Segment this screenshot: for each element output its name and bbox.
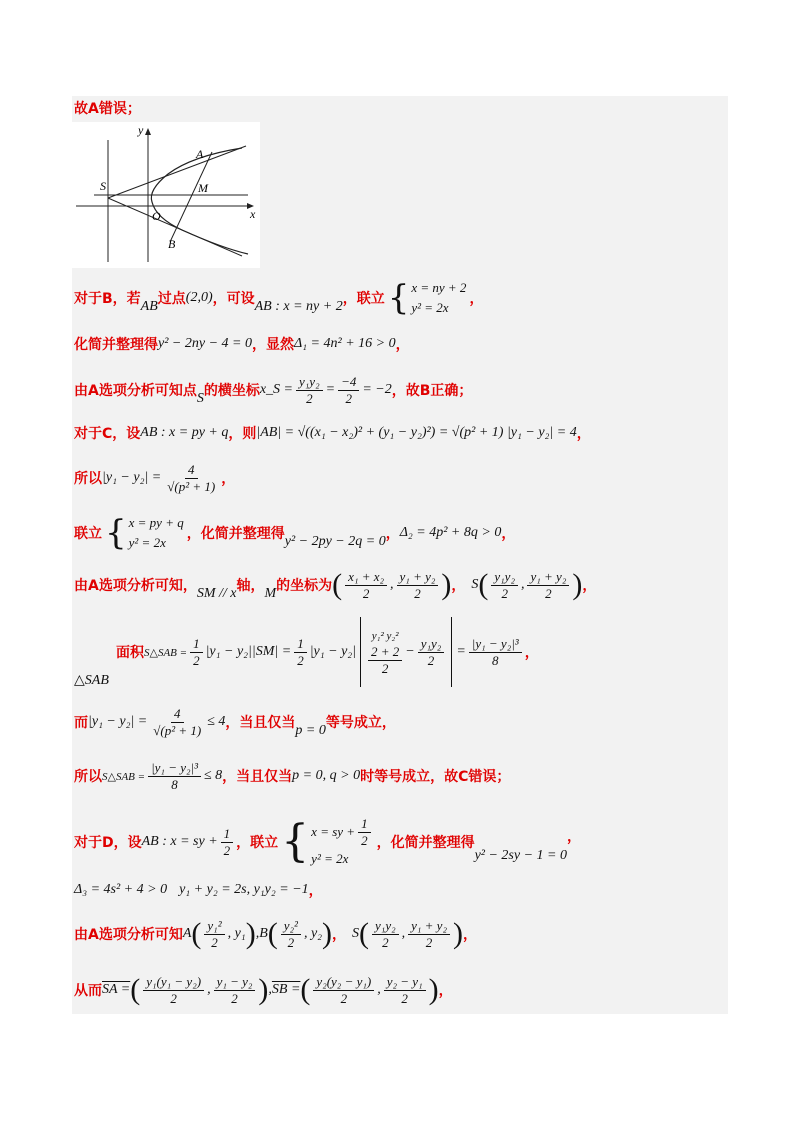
line-option-c xyxy=(74,418,591,448)
text-comma: ， xyxy=(567,829,581,845)
math-ab: AB xyxy=(140,299,158,314)
frac-den: 2 xyxy=(545,585,552,601)
frac-num: y₂² xyxy=(281,918,301,935)
math-point-20: (2,0) xyxy=(185,290,213,305)
math-minus: − xyxy=(405,644,415,659)
line-combine-2 xyxy=(74,512,515,554)
math-eq: = xyxy=(456,644,466,659)
line-simplify-1 xyxy=(74,334,410,354)
frac-den: 8 xyxy=(171,776,178,792)
frac-den: 2 xyxy=(170,990,177,1006)
frac-den: 2 xyxy=(362,585,370,601)
text-comma: ， xyxy=(332,927,347,943)
math-chord-length: |AB| = √((x₁ − x₂)² + (y₁ − y₂)²) = √(p² + 1) |y₁ − y₂| = 4 xyxy=(256,425,577,440)
text-combine: ，联立 xyxy=(342,291,385,307)
math-s: S xyxy=(196,391,204,406)
math-xs: x_S = xyxy=(259,382,294,397)
frac-num: y₁ + y₂ xyxy=(408,918,450,935)
math-point-b: B xyxy=(259,926,268,941)
frac-num: y₁ − y₂ xyxy=(214,974,256,991)
frac-num: y₂(y₂ − y₁) xyxy=(313,974,374,991)
frac-num: 1 xyxy=(358,816,371,833)
text-from-a: 由A选项分析可知点 xyxy=(74,383,197,399)
frac-num: y₁(y₁ − y₂) xyxy=(143,974,204,991)
math-delta-2: Δ₂ = 4p² + 8q > 0 xyxy=(399,525,502,540)
math-vector-sa: SA = xyxy=(102,982,131,997)
text-comma: ， xyxy=(451,578,466,594)
line-bound xyxy=(74,700,396,744)
text-abscissa: 的横坐标 xyxy=(203,383,260,399)
math-p0-q0: p = 0, q > 0 xyxy=(292,768,361,783)
math-ab-line-2: AB : x = py + q xyxy=(140,425,229,440)
text-option-c: 对于C，设 xyxy=(74,426,141,442)
sys3-row2: y² = 2x xyxy=(311,850,349,866)
sys3-row1: x = sy + xyxy=(311,824,356,839)
frac-den: 2 xyxy=(401,990,408,1006)
line-option-b xyxy=(74,278,483,318)
label-a: A xyxy=(196,147,204,161)
line-vieta xyxy=(74,880,323,900)
text-obviously: ，显然 xyxy=(251,337,294,353)
text-comma: ， xyxy=(576,426,591,442)
frac-den: 2 xyxy=(211,934,218,950)
math-sm-parallel: SM // x xyxy=(196,586,237,601)
math-s-point: S xyxy=(471,577,479,592)
math-delta-1: Δ₁ = 4n² + 16 > 0 xyxy=(293,336,396,351)
text-combine: 联立 xyxy=(74,526,102,542)
system-1: { x = ny + 2 y² = 2x xyxy=(387,278,467,318)
text-simplify: 化简并整理得 xyxy=(74,337,158,353)
text-let: ，可设 xyxy=(212,291,255,307)
frac-den: 2 xyxy=(306,390,313,406)
math-quadratic-3: y² − 2sy − 1 = 0 xyxy=(474,848,567,863)
math-vieta: y₁ + y₂ = 2s, y₁y₂ = −1 xyxy=(179,882,309,897)
frac-num: y₁y₂ xyxy=(418,636,445,653)
frac-num: 4 xyxy=(185,462,198,479)
math-p0: p = 0 xyxy=(295,723,326,738)
math-abs-y: |y₁ − y₂| = xyxy=(102,470,162,485)
text-b-correct: ，故B正确； xyxy=(391,383,473,399)
frac-den: 2 xyxy=(414,585,421,601)
math-leq-8: ≤ 8 xyxy=(203,768,223,783)
frac-num: 4 xyxy=(171,706,184,723)
math-area-part2: |y₁ − y₂| xyxy=(309,644,357,659)
sys2-row2: y² = 2x xyxy=(128,535,166,550)
math-s-point: S xyxy=(352,926,360,941)
frac-den: 2 xyxy=(425,934,433,950)
math-area-part1: |y₁ − y₂||SM| = xyxy=(205,644,292,659)
text-comma: ， xyxy=(501,526,516,542)
text-then: ，则 xyxy=(228,426,257,442)
frac-num: y₂ − y₁ xyxy=(384,974,426,991)
parabola-figure xyxy=(72,122,260,268)
sys1-row1: x = ny + 2 xyxy=(411,280,467,295)
frac-num: x₁ + x₂ xyxy=(345,569,387,586)
text-area: 面积 xyxy=(116,645,144,661)
label-o: O xyxy=(152,209,161,223)
line-xs xyxy=(74,370,472,410)
math-y2: , y₂ xyxy=(303,926,323,941)
frac-den: 2 xyxy=(345,390,352,406)
math-eq-minus2: = −2 xyxy=(362,382,392,397)
label-b: B xyxy=(168,237,176,251)
frac-den: 2 xyxy=(501,585,508,601)
text-iff: ，当且仅当 xyxy=(222,769,293,785)
math-abs-y: |y₁ − y₂| = xyxy=(88,714,148,729)
frac-num: y₁y₂ xyxy=(372,918,399,935)
line-triangle xyxy=(74,672,109,688)
line-conclusion-a xyxy=(74,98,141,118)
frac-num: y₁ + y₂ xyxy=(397,569,439,586)
text-iff: ，当且仅当 xyxy=(225,715,296,731)
frac-num: y₁² xyxy=(204,918,224,935)
sys1-row2: y² = 2x xyxy=(411,300,449,315)
label-x: x xyxy=(250,207,256,221)
text-coords: 的坐标为 xyxy=(276,578,333,594)
text-combine: ，联立 xyxy=(236,835,279,851)
frac-den: 8 xyxy=(492,652,499,668)
frac-den: 2 xyxy=(297,652,304,668)
frac-den: 2 xyxy=(361,832,368,848)
frac-den: 2 xyxy=(340,990,348,1006)
text-passes-point: 过点 xyxy=(157,291,186,307)
line-area-bound xyxy=(74,756,510,796)
inner-mid: 2 + 2 xyxy=(371,643,400,659)
frac-den: 2 xyxy=(427,652,435,668)
label-m: M xyxy=(198,181,208,195)
frac-den: √(p² + 1) xyxy=(167,478,216,494)
frac-num: 1 xyxy=(294,636,307,653)
frac-num: y₁y₂ xyxy=(491,569,518,586)
math-quadratic-1: y² − 2ny − 4 = 0 xyxy=(158,336,252,351)
frac-num: y₁y₂ xyxy=(296,374,323,391)
text-option-b: 对于B，若 xyxy=(74,291,141,307)
math-y1: , y₁ xyxy=(227,926,246,941)
frac-num: 1 xyxy=(190,636,203,653)
frac-num: y₁ + y₂ xyxy=(527,569,569,586)
frac-num: 1 xyxy=(221,826,234,843)
text-comma: ， xyxy=(469,291,484,307)
text-and: 而 xyxy=(74,715,88,731)
math-delta-3: Δ₃ = 4s² + 4 > 0 xyxy=(74,882,168,897)
system-2: { x = py + q y² = 2x xyxy=(105,513,184,553)
text-axis: 轴， xyxy=(236,578,265,594)
system-3: { x = sy + $\frac{1}{2}$ y² = 2x xyxy=(281,816,373,869)
line-points: 由A选项分析可知 A ( $\frac{\text{y₁²}}{2}$ , y₁ ) , B ( $\frac{\text{y₂²}}{2}$ , y₂ ) ， S ( $\frac{\text{y₁y₂}}{2}$ , $\frac{\text{y₁ + y₂}}{2}$ ) ， xyxy=(74,917,477,950)
frac-den: 2 xyxy=(287,934,295,950)
text-c-wrong: 时等号成立，故C错误； xyxy=(360,769,511,785)
math-triangle-sab: △SAB xyxy=(74,672,109,688)
line-abs-y xyxy=(74,456,235,500)
math-m: M xyxy=(264,586,277,601)
abs-bracket xyxy=(360,617,452,687)
line-vectors: 从而 SA = ( $\frac{\text{y₁(y₁ − y₂)}}{2}$ , $\frac{\text{y₁ − y₂}}{2}$ ) , SB = ( $\frac{\text{y₂(y₂ − y₁)}}{2}$ , $\frac{\text{y₂ − y₁}}{2}$ ) ， xyxy=(74,973,453,1006)
text-comma: ， xyxy=(385,526,400,542)
label-y: y xyxy=(138,123,144,137)
frac-den: 2 xyxy=(382,934,389,950)
inner-top: y₁² y₂² xyxy=(371,629,399,642)
text-so: 所以 xyxy=(74,471,102,487)
math-ab-line-1: AB : x = ny + 2 xyxy=(254,299,343,314)
math-point-a: A xyxy=(182,926,192,941)
text-comma: ， xyxy=(308,883,323,899)
text-comma: ， xyxy=(395,337,410,353)
text-comma: ， xyxy=(438,983,453,999)
math-area-s: S△SAB = xyxy=(144,646,188,659)
text-from-a: 由A选项分析可知 xyxy=(74,927,183,943)
text-equality: 等号成立， xyxy=(325,715,396,731)
line-option-d xyxy=(74,816,581,868)
text-a-wrong: 故A错误； xyxy=(74,101,141,117)
text-from-a: 由A选项分析可知， xyxy=(74,578,197,594)
frac-num: |y₁ − y₂|³ xyxy=(469,636,522,653)
text-comma: ， xyxy=(524,645,539,661)
text-simplify: ，化简并整理得 xyxy=(186,526,285,542)
frac-den: 2 xyxy=(223,842,231,858)
frac-den: 2 xyxy=(231,990,238,1006)
math-quadratic-2: y² − 2py − 2q = 0 xyxy=(284,534,386,549)
text-comma: ， xyxy=(582,578,597,594)
math-eq: = xyxy=(325,382,336,397)
text-comma: ， xyxy=(462,927,477,943)
text-simplify: ，化简并整理得 xyxy=(376,835,475,851)
math-leq-4: ≤ 4 xyxy=(207,714,226,729)
line-area xyxy=(116,614,539,690)
frac-den: √(p² + 1) xyxy=(153,722,202,738)
sys2-row1: x = py + q xyxy=(128,515,184,530)
frac-den: 2 xyxy=(381,660,389,676)
frac-num: |y₁ − y₂|³ xyxy=(148,760,201,777)
math-area-s: S△SAB = xyxy=(102,770,146,783)
line-m-coords: 由A选项分析可知， SM // x 轴， M 的坐标为 ( $\frac{\text{x₁ + x₂}}{2}$ , $\frac{\text{y₁ + y₂}}{2}$ ) ， S ( $\frac{\text{y₁y₂}}{2}$ , $\frac{\text{y₁ + y₂}}{2}$ ) ， xyxy=(74,568,597,601)
text-thus: 从而 xyxy=(74,983,102,999)
frac-den: 2 xyxy=(193,652,200,668)
text-option-d: 对于D，设 xyxy=(74,835,142,851)
math-ab-line-3: AB : x = sy + xyxy=(141,834,218,849)
text-so: 所以 xyxy=(74,769,102,785)
text-comma: ， xyxy=(221,471,236,487)
math-vector-sb: SB = xyxy=(271,982,301,997)
label-s: S xyxy=(100,179,106,193)
frac-num: −4 xyxy=(338,374,359,391)
